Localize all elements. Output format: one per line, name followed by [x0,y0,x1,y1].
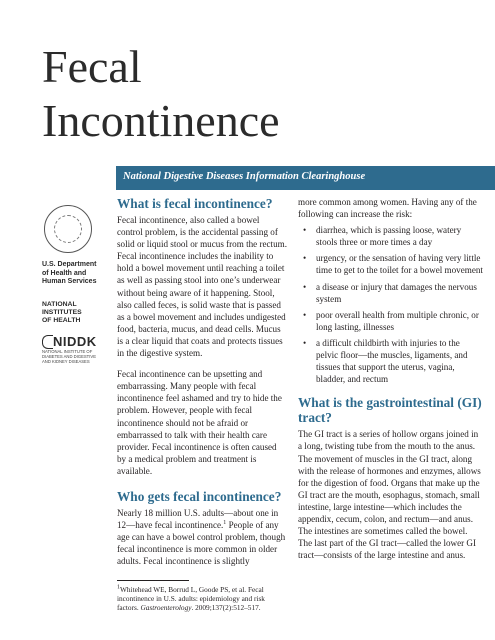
footnote-journal: Gastroenterology [140,603,192,613]
niddk-sub-line: NATIONAL INSTITUTE OF [42,348,93,354]
clearinghouse-banner [116,166,495,190]
nih-line: OF HEALTH [42,316,81,324]
title-line-2: Incontinence [42,95,280,146]
hhs-label [42,261,112,287]
paragraph-text: People of any age can have a bowel control problem, though fecal incontinence is more common in older adults. Fecal incontinence is slightly [117,520,286,567]
list-item: • urgency, or the sensation of having very little time to get to the toilet for a bowel movement [298,252,483,276]
agency-sidebar [42,205,112,365]
list-item: • poor overall health from multiple chronic, or long lasting, illnesses [298,309,483,333]
section-heading-what-is: What is fecal incontinence? [117,196,273,211]
niddk-wordmark: NIDDK [53,333,97,349]
niddk-sub-line: DIABETES AND DIGESTIVE [42,353,96,359]
nih-line: INSTITUTES [42,308,82,316]
hhs-line: U.S. Department [42,261,97,268]
title-line-1: Fecal [42,41,142,92]
niddk-subtitle [42,349,112,364]
banner-text: National Digestive Diseases Information Clearinghouse [123,171,366,182]
niddk-mark-icon [42,335,53,349]
niddk-logo [42,335,112,365]
document-title [42,40,280,148]
left-text-column [117,196,287,576]
paragraph: The GI tract is a series of hollow organs joined in a long, twisting tube from the mouth to the anus. The movement of muscles in the GI tract, along with the release of hormones and enzymes, allows for the digestion of food. Organs that make up the GI tract are the mouth, esophagus, stomach, small intestine, large intestine—which includes the appendix, cecum, colon, and rectum—and anus. The intestines are sometimes called the bowel. The last part of the GI tract—called the lower GI tract—consists of the large intestine and anus. [298,429,481,561]
paragraph: Fecal incontinence can be upsetting and embarrassing. Many people with fecal incontinence feel ashamed and try to hide the problem. However, people with fecal incontinence should not be afraid or embarrassed to talk with their health care provider. Fecal incontinence is often caused by a medical problem and treatment is available. [117,369,282,476]
list-item: • a difficult childbirth with injuries to the pelvic floor—the muscles, ligaments, and tissues that support the uterus, vagina, bladder, and rectum [298,337,483,385]
section-heading-gi-tract: What is the gastrointestinal (GI) tract? [298,395,482,426]
hhs-line: of Health and [42,269,87,277]
paragraph: more common among women. Having any of the following can increase the risk: [298,197,477,220]
footnote [117,580,287,613]
nih-label [42,301,112,325]
nih-line: NATIONAL [42,300,77,308]
hhs-seal-icon [44,205,92,253]
footnote-number: 1 [117,584,120,591]
paragraph-text: Nearly 18 million U.S. adults—about one in 12—have fecal incontinence. [117,507,279,531]
niddk-sub-line: AND KIDNEY DISEASES [42,358,90,364]
risk-factor-list [298,224,483,385]
footnote-text: Whitehead WE, Borrud L, Goode PS, et al. Fecal incontinence in U.S. adults: epidemiology and risk factors. [117,585,265,613]
hhs-line: Human Services [42,278,97,285]
footnote-ref: 1 [223,520,227,527]
paragraph: Fecal incontinence, also called a bowel control problem, is the accidental passing of solid or liquid stool or mucus from the rectum. Fecal incontinence includes the inability to hold a bowel movement until reaching a toilet as well as passing stool into one’s underwear without being aware of it happening. Stool, also called feces, is solid waste that is passed as a bowel movement and includes undigested food, bacteria, mucus, and dead cells. Mucus is a clear liquid that coats and protects tissues in the digestive system. [117,215,287,359]
right-text-column [298,196,483,570]
footnote-rule [117,580,189,581]
paragraph [117,507,287,567]
list-item: • a disease or injury that damages the nervous system [298,281,483,305]
section-heading-who-gets: Who gets fecal incontinence? [117,488,282,504]
list-item: • diarrhea, which is passing loose, watery stools three or more times a day [298,224,483,248]
footnote-text: . 2009;137(2):512–517. [191,603,261,613]
